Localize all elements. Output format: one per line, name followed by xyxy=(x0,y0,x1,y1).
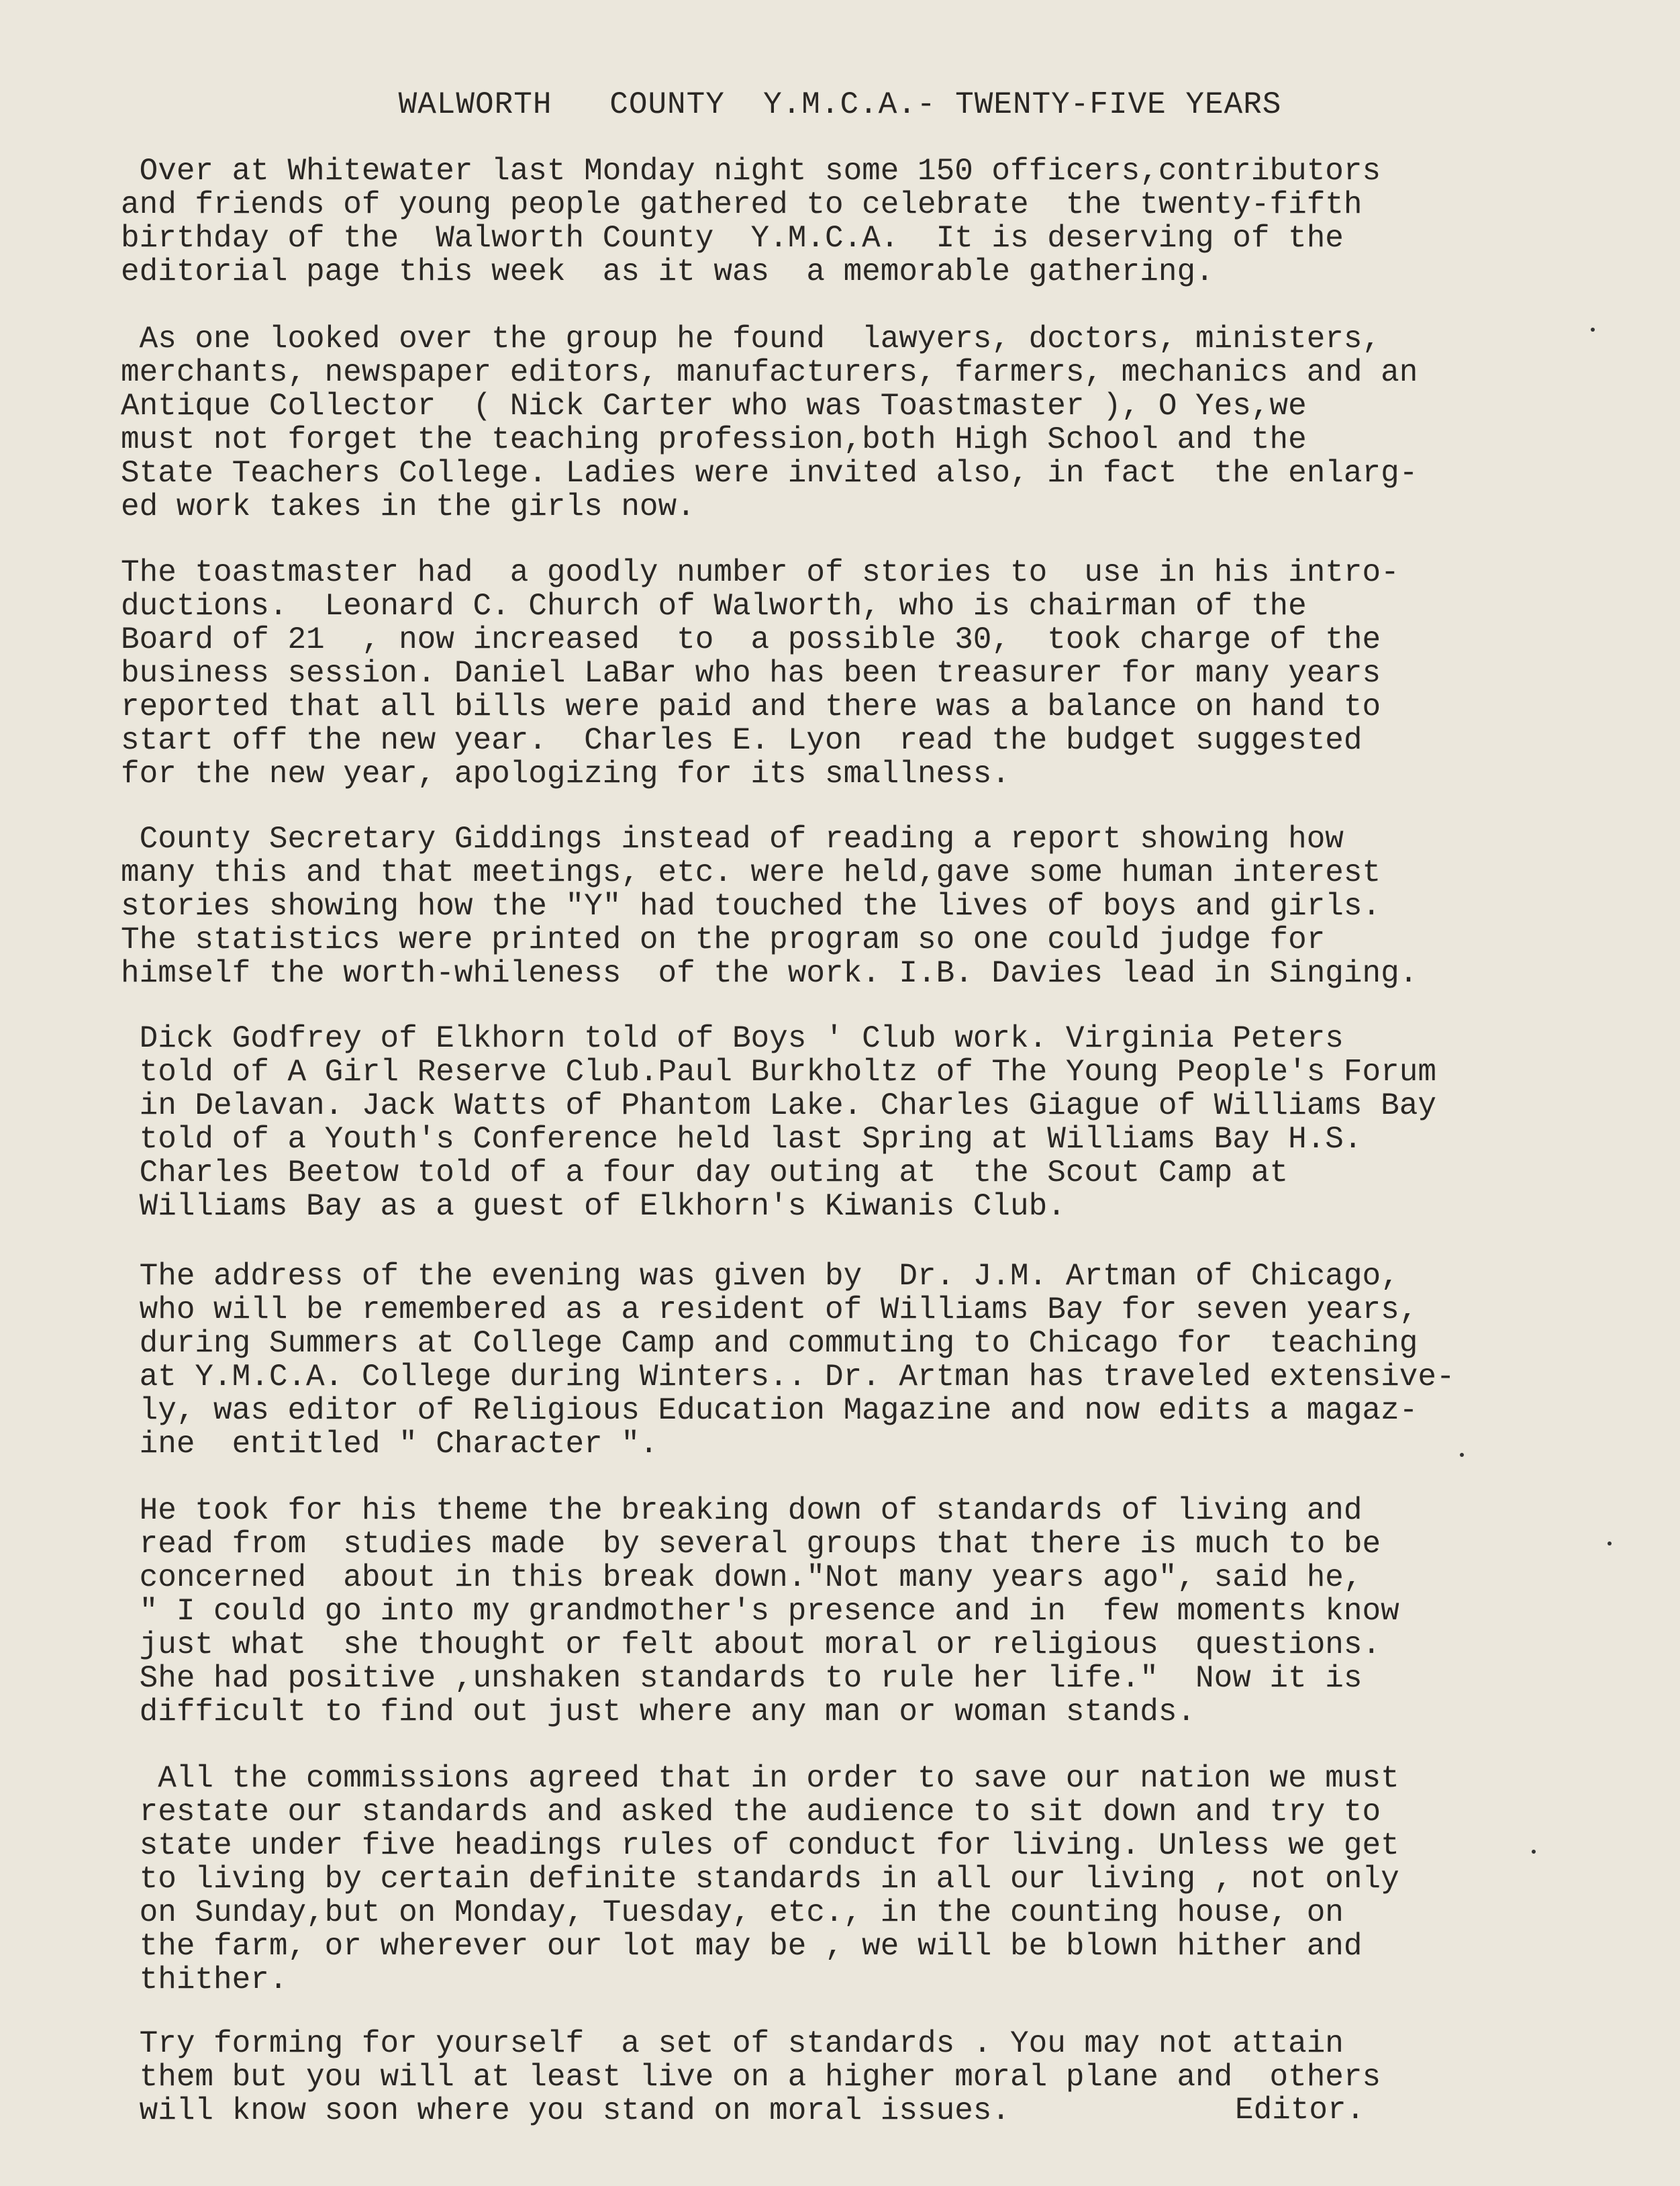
paragraph-clubs xyxy=(121,1022,1571,1223)
text-line: them but you will at least live on a higher moral plane and others xyxy=(121,2060,1381,2095)
text-line: As one looked over the group he found lawyers, doctors, ministers, xyxy=(121,322,1381,357)
text-line: The address of the evening was given by Dr. J.M. Artman of Chicago, xyxy=(121,1259,1399,1294)
editor-signature: Editor. xyxy=(1235,2093,1365,2128)
text-line: state under five headings rules of conduct for living. Unless we get xyxy=(121,1828,1399,1863)
text-line: County Secretary Giddings instead of reading a report showing how xyxy=(121,822,1344,857)
text-line: Board of 21 , now increased to a possible 30, took charge of the xyxy=(121,622,1381,657)
text-line: stories showing how the "Y" had touched the lives of boys and girls. xyxy=(121,889,1381,924)
text-line: the farm, or wherever our lot may be , we will be blown hither and xyxy=(121,1929,1363,1964)
paragraph-theme xyxy=(121,1494,1571,1729)
text-line: and friends of young people gathered to celebrate the twenty-fifth xyxy=(121,187,1363,222)
text-line: State Teachers College. Ladies were invited also, in fact the enlarg- xyxy=(121,456,1418,491)
paragraph-attendees xyxy=(121,322,1571,524)
paragraph-toastmaster xyxy=(121,556,1571,791)
text-line: Try forming for yourself a set of standards . You may not attain xyxy=(121,2026,1344,2061)
text-line: Charles Beetow told of a four day outing at the Scout Camp at xyxy=(121,1155,1289,1190)
paragraph-address xyxy=(121,1260,1571,1461)
text-line: He took for his theme the breaking down of standards of living and xyxy=(121,1493,1363,1528)
text-line: himself the worth-whileness of the work. I.B. Davies lead in Singing. xyxy=(121,956,1418,991)
paragraph-secretary xyxy=(121,822,1571,990)
text-line: ine entitled " Character ". xyxy=(121,1427,658,1462)
text-line: to living by certain definite standards in all our living , not only xyxy=(121,1862,1399,1897)
text-line: read from studies made by several groups that there is much to be xyxy=(121,1527,1381,1562)
ink-speck xyxy=(1532,1850,1536,1854)
document-title: WALWORTH COUNTY Y.M.C.A.- TWENTY-FIVE YEARS xyxy=(398,87,1282,122)
text-line: All the commissions agreed that in order to save our nation we must xyxy=(121,1761,1399,1796)
text-line: Antique Collector ( Nick Carter who was Toastmaster ), O Yes,we xyxy=(121,389,1307,424)
text-line: will know soon where you stand on moral issues. xyxy=(121,2093,1011,2128)
text-line: editorial page this week as it was a memorable gathering. xyxy=(121,254,1214,289)
paragraph-commissions xyxy=(121,1762,1571,1997)
text-line: start off the new year. Charles E. Lyon read the budget suggested xyxy=(121,723,1363,758)
text-line: Over at Whitewater last Monday night some 150 officers,contributors xyxy=(121,154,1381,189)
text-line: The statistics were printed on the program so one could judge for xyxy=(121,922,1326,957)
text-line: difficult to find out just where any man or woman stands. xyxy=(121,1695,1196,1729)
text-line: who will be remembered as a resident of Williams Bay for seven years, xyxy=(121,1292,1418,1327)
paragraph-anniversary xyxy=(121,154,1571,289)
text-line: The toastmaster had a goodly number of stories to use in his intro- xyxy=(121,555,1399,590)
text-line: concerned about in this break down."Not many years ago", said he, xyxy=(121,1560,1363,1595)
text-line: restate our standards and asked the audience to sit down and try to xyxy=(121,1795,1381,1829)
text-line: on Sunday,but on Monday, Tuesday, etc., in the counting house, on xyxy=(121,1895,1344,1930)
text-line: must not forget the teaching profession,both High School and the xyxy=(121,422,1307,457)
text-line: reported that all bills were paid and there was a balance on hand to xyxy=(121,690,1381,724)
ink-speck xyxy=(1608,1541,1612,1546)
text-line: at Y.M.C.A. College during Winters.. Dr. Artman has traveled extensive- xyxy=(121,1360,1455,1394)
text-line: in Delavan. Jack Watts of Phantom Lake. Charles Giague of Williams Bay xyxy=(121,1088,1436,1123)
ink-speck xyxy=(1460,1453,1464,1457)
text-line: ly, was editor of Religious Education Magazine and now edits a magaz- xyxy=(121,1393,1418,1428)
text-line: told of a Youth's Conference held last Spring at Williams Bay H.S. xyxy=(121,1122,1363,1157)
text-line: many this and that meetings, etc. were held,gave some human interest xyxy=(121,855,1381,890)
text-line: told of A Girl Reserve Club.Paul Burkholtz of The Young People's Forum xyxy=(121,1055,1436,1090)
ink-speck xyxy=(1591,328,1595,332)
text-line: Dick Godfrey of Elkhorn told of Boys ' Club work. Virginia Peters xyxy=(121,1021,1344,1056)
text-line: just what she thought or felt about moral or religious questions. xyxy=(121,1627,1381,1662)
text-line: business session. Daniel LaBar who has been treasurer for many years xyxy=(121,656,1381,691)
text-line: She had positive ,unshaken standards to rule her life." Now it is xyxy=(121,1661,1363,1696)
text-line: ed work takes in the girls now. xyxy=(121,489,695,524)
text-line: merchants, newspaper editors, manufacturers, farmers, mechanics and an xyxy=(121,355,1418,390)
text-line: thither. xyxy=(121,1962,288,1997)
text-line: ductions. Leonard C. Church of Walworth, who is chairman of the xyxy=(121,589,1307,624)
text-line: during Summers at College Camp and commuting to Chicago for teaching xyxy=(121,1326,1418,1361)
text-line: birthday of the Walworth County Y.M.C.A. It is deserving of the xyxy=(121,221,1344,256)
text-line: for the new year, apologizing for its smallness. xyxy=(121,757,1011,792)
text-line: " I could go into my grandmother's presence and in few moments know xyxy=(121,1594,1399,1629)
text-line: Williams Bay as a guest of Elkhorn's Kiwanis Club. xyxy=(121,1189,1066,1224)
